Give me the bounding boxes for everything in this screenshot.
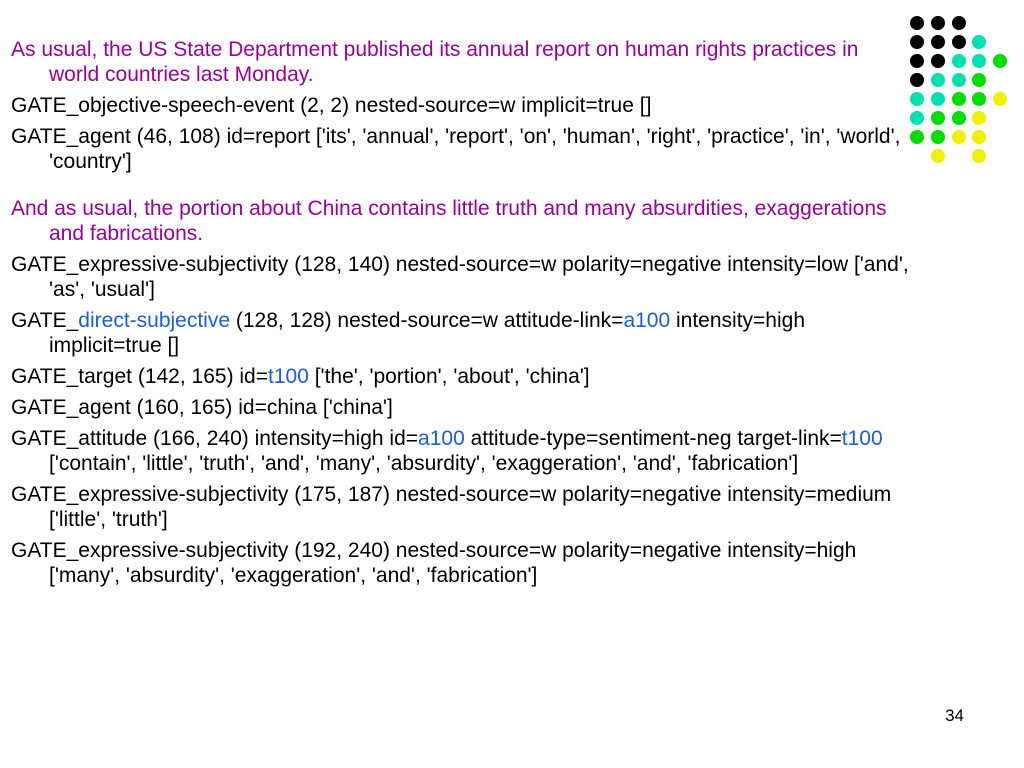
annotation-text: GATE_expressive-subjectivity (192, 240) nested-source=w polarity=negative intensity=high ['many', 'absurdity', 'exaggeration', 'and', 'fabrication'] — [11, 539, 857, 587]
sentence-2: And as usual, the portion about China contains little truth and many absurdities, exaggerations and fabrications. — [11, 197, 887, 245]
annotation-text: GATE_expressive-subjectivity (128, 140) nested-source=w polarity=negative intensity=low ['and', 'as', 'usual'] — [11, 253, 909, 301]
attitude-id-link: a100 — [623, 309, 671, 332]
annotation-line — [11, 482, 911, 532]
annotation-text: GATE_objective-speech-event (2, 2) nested-source=w implicit=true [] — [11, 94, 652, 117]
annotation-text: GATE_agent (160, 165) id=china ['china'] — [11, 396, 393, 419]
logo-dot — [931, 130, 945, 144]
logo-dot — [952, 73, 966, 87]
annotation-line — [11, 93, 911, 118]
attitude-id-link: a100 — [418, 427, 465, 450]
annotation-line — [11, 252, 911, 302]
logo-dot — [931, 73, 945, 87]
logo-dot — [910, 92, 924, 106]
logo-dot — [931, 16, 945, 30]
annotation-text: GATE_expressive-subjectivity (175, 187) nested-source=w polarity=negative intensity=medium ['little', 'truth'] — [11, 483, 892, 531]
logo-dot — [972, 35, 986, 49]
logo-dot — [993, 54, 1007, 68]
logo-dot — [931, 149, 945, 163]
logo-dot — [952, 130, 966, 144]
annotation-text: attitude-type=sentiment-neg target-link= — [464, 427, 842, 450]
logo-dot — [972, 111, 986, 125]
logo-dot — [910, 54, 924, 68]
logo-dot — [972, 130, 986, 144]
logo-dot — [972, 149, 986, 163]
annotation-line — [11, 538, 911, 588]
annotation-text: intensity=high implicit=true [] — [49, 309, 805, 357]
logo-dot — [952, 16, 966, 30]
sentence-1: As usual, the US State Department published its annual report on human rights practices in world countries last Monday. — [11, 38, 859, 86]
dot-grid-logo — [906, 12, 1014, 168]
annotation-line — [11, 364, 911, 389]
target-id-link: t100 — [841, 427, 883, 450]
logo-dot — [993, 92, 1007, 106]
logo-dot — [952, 92, 966, 106]
page-number: 34 — [945, 706, 964, 725]
annotation-text: GATE_attitude (166, 240) intensity=high id= — [11, 427, 419, 450]
annotation-line — [11, 426, 911, 476]
annotation-text: ['contain', 'little', 'truth', 'and', 'many', 'absurdity', 'exaggeration', 'and', 'fabrication'] — [49, 452, 799, 475]
logo-dot — [972, 92, 986, 106]
logo-dot — [931, 54, 945, 68]
annotation-line — [11, 395, 911, 420]
logo-dot — [952, 54, 966, 68]
logo-dot — [910, 16, 924, 30]
target-id-link: t100 — [268, 365, 309, 388]
logo-dot — [910, 73, 924, 87]
logo-dot — [910, 111, 924, 125]
annotation-line — [11, 124, 911, 174]
annotation-text: ['the', 'portion', 'about', 'china'] — [308, 365, 590, 388]
logo-dot — [910, 35, 924, 49]
annotation-text: (128, 128) nested-source=w attitude-link= — [230, 309, 624, 332]
logo-dot — [972, 54, 986, 68]
logo-dot — [952, 35, 966, 49]
annotation-text: GATE_agent (46, 108) id=report ['its', 'annual', 'report', 'on', 'human', 'right', 'practice', 'in', 'world', 'country'] — [11, 125, 901, 173]
logo-dot — [972, 73, 986, 87]
logo-dot — [952, 111, 966, 125]
annotation-text: GATE_target (142, 165) id= — [11, 365, 269, 388]
slide-content — [11, 37, 911, 594]
highlighted-term: direct-subjective — [78, 309, 231, 332]
annotation-text: GATE_ — [11, 309, 79, 332]
logo-dot — [931, 35, 945, 49]
logo-dot — [931, 111, 945, 125]
logo-dot — [910, 130, 924, 144]
logo-dot — [931, 92, 945, 106]
annotation-line — [11, 308, 911, 358]
